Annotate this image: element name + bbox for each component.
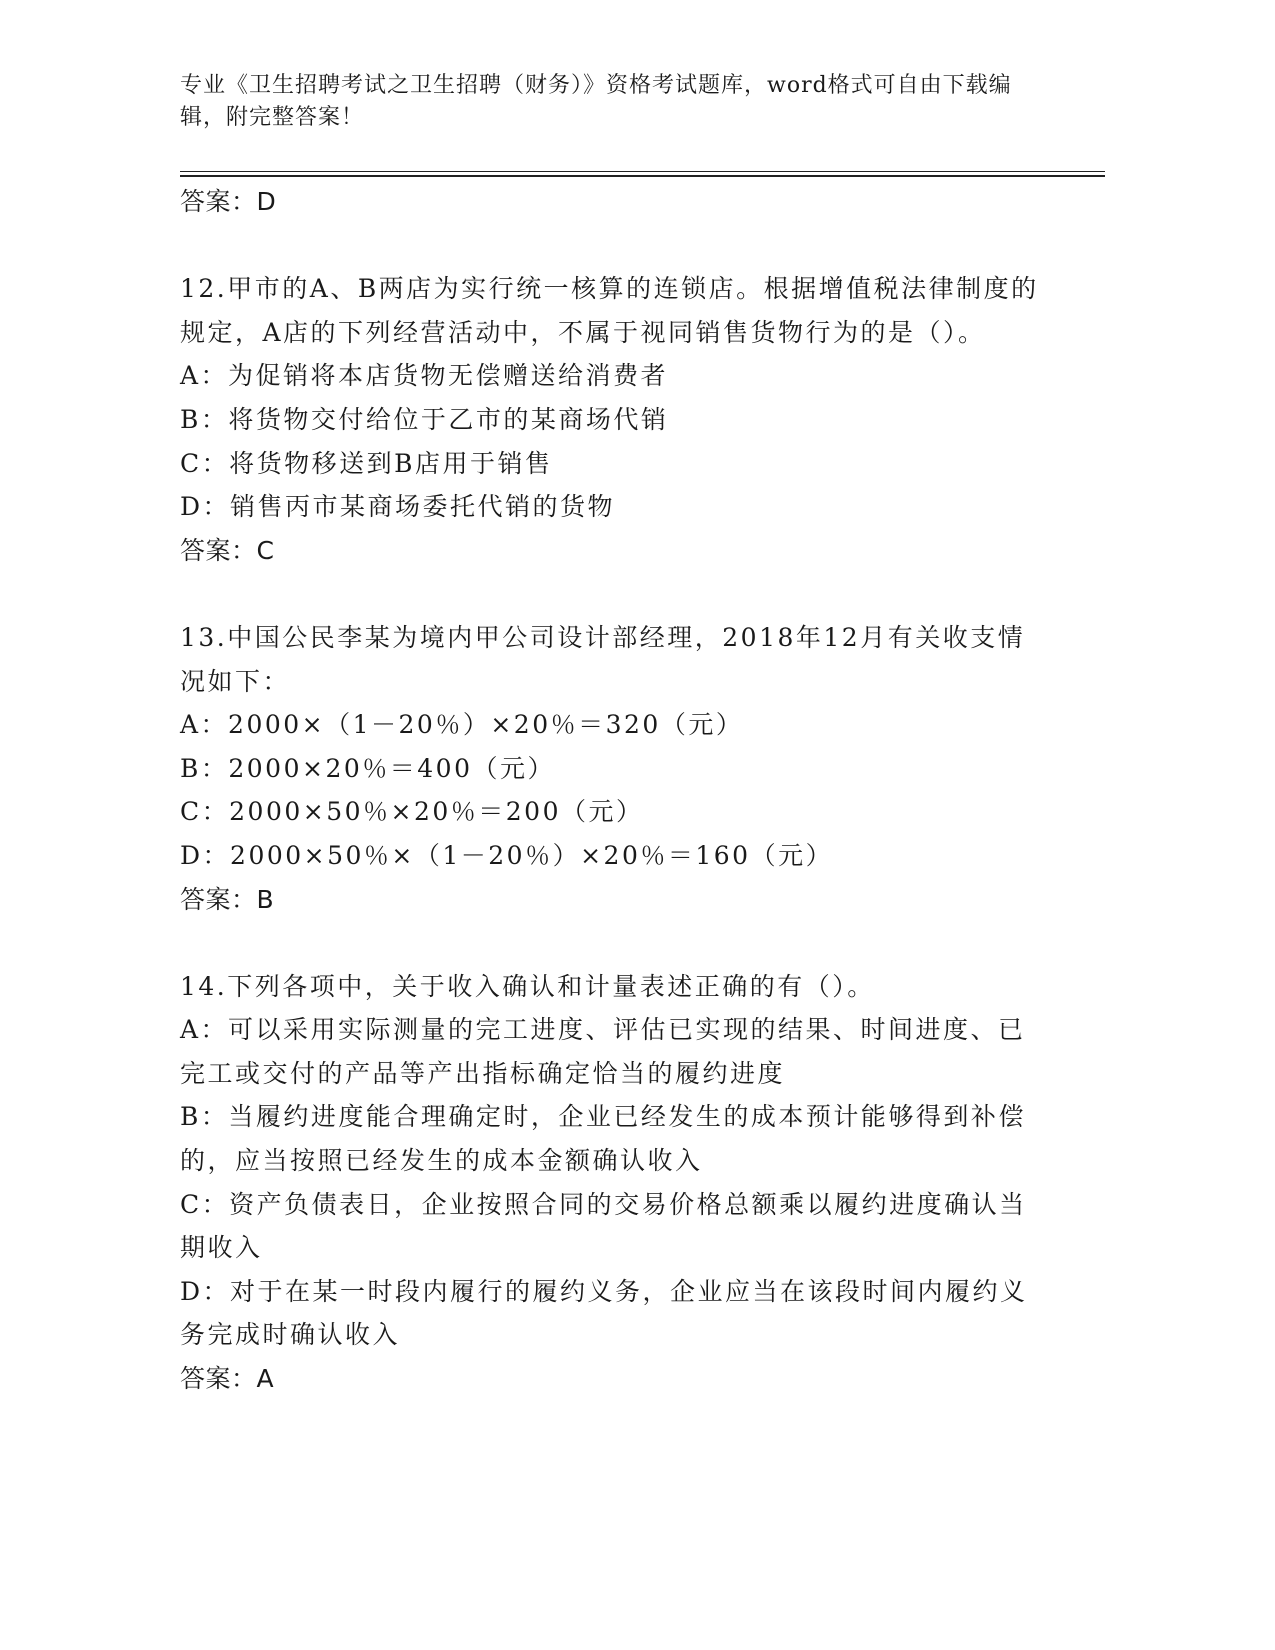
header-rule-thin (180, 171, 1105, 172)
question-line: B：2000×20％＝400（元） (180, 753, 555, 783)
paragraph-gap (180, 224, 1040, 268)
question-line: A：可以采用实际测量的完工进度、评估已实现的结果、时间进度、已完工或交付的产品等产出指标确定恰当的履约进度 (180, 1015, 1026, 1088)
question-line: C：2000×50％×20％＝200（元） (180, 797, 644, 827)
answer-line: 答案：A (180, 1364, 275, 1394)
question-line: D：销售丙市某商场委托代销的货物 (180, 492, 616, 522)
paragraph-gap (180, 921, 1040, 965)
answer-line: 答案：C (180, 535, 275, 565)
question-line: C：将货物移送到B店用于销售 (180, 448, 553, 478)
question-content (180, 180, 1040, 1401)
header-rule-thick (180, 175, 1105, 177)
question-line: 13.中国公民李某为境内甲公司设计部经理，2018年12月有关收支情况如下： (180, 622, 1026, 696)
question-line: 12.甲市的A、B两店为实行统一核算的连锁店。根据增值税法律制度的规定，A店的下列经营活动中，不属于视同销售货物行为的是（）。 (180, 274, 1039, 347)
question-line: D：对于在某一时段内履行的履约义务，企业应当在该段时间内履约义务完成时确认收入 (180, 1276, 1028, 1350)
answer-line: 答案：D (180, 187, 277, 216)
question-line: C：资产负债表日，企业按照合同的交易价格总额乘以履约进度确认当期收入 (180, 1189, 1027, 1263)
question-line: B：当履约进度能合理确定时，企业已经发生的成本预计能够得到补偿的，应当按照已经发生的成本金额确认收入 (180, 1102, 1026, 1176)
question-line: A：2000×（1－20％）×20％＝320（元） (180, 710, 744, 740)
paragraph-gap (180, 572, 1040, 616)
question-line: B：将货物交付给位于乙市的某商场代销 (180, 404, 669, 434)
question-line: 14.下列各项中，关于收入确认和计量表述正确的有（）。 (180, 971, 875, 1001)
answer-line: 答案：B (180, 884, 275, 914)
question-line: D：2000×50％×（1－20％）×20％＝160（元） (180, 840, 834, 870)
question-line: A：为促销将本店货物无偿赠送给消费者 (180, 361, 669, 391)
page-header: 专业《卫生招聘考试之卫生招聘（财务）》资格考试题库，word格式可自由下载编辑，附完整答案！ (180, 73, 1012, 130)
